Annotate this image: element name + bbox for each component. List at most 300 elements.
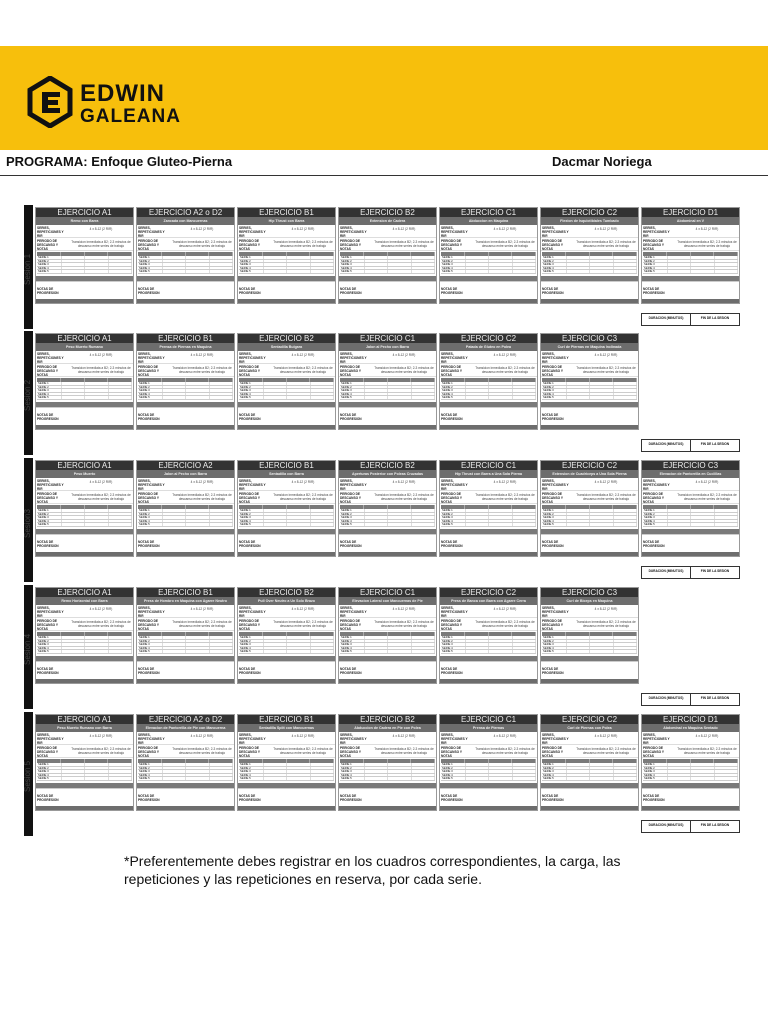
set-cell[interactable] — [590, 260, 614, 263]
set-cell[interactable] — [388, 393, 412, 396]
set-cell[interactable] — [186, 386, 210, 389]
notes-field[interactable] — [574, 282, 638, 299]
set-cell[interactable] — [163, 763, 187, 766]
set-cell[interactable] — [614, 270, 638, 273]
set-cell[interactable] — [163, 393, 187, 396]
set-cell[interactable] — [109, 767, 133, 770]
set-cell[interactable] — [668, 516, 692, 519]
set-cell[interactable] — [466, 523, 490, 526]
set-cell[interactable] — [311, 396, 335, 399]
set-cell[interactable] — [489, 774, 513, 777]
set-cell[interactable] — [668, 770, 692, 773]
set-cell[interactable] — [186, 513, 210, 516]
set-cell[interactable] — [163, 523, 187, 526]
set-cell[interactable] — [412, 382, 436, 385]
set-cell[interactable] — [311, 516, 335, 519]
set-cell[interactable] — [412, 260, 436, 263]
set-cell[interactable] — [311, 770, 335, 773]
set-cell[interactable] — [109, 389, 133, 392]
set-cell[interactable] — [567, 770, 591, 773]
set-cell[interactable] — [109, 516, 133, 519]
set-cell[interactable] — [489, 767, 513, 770]
set-cell[interactable] — [163, 260, 187, 263]
set-cell[interactable] — [210, 777, 234, 780]
set-cell[interactable] — [513, 260, 537, 263]
set-cell[interactable] — [513, 767, 537, 770]
set-cell[interactable] — [264, 396, 288, 399]
set-cell[interactable] — [388, 636, 412, 639]
set-cell[interactable] — [590, 777, 614, 780]
set-cell[interactable] — [388, 267, 412, 270]
set-cell[interactable] — [715, 520, 739, 523]
set-cell[interactable] — [489, 647, 513, 650]
set-cell[interactable] — [365, 263, 389, 266]
set-cell[interactable] — [715, 767, 739, 770]
set-cell[interactable] — [489, 386, 513, 389]
set-cell[interactable] — [567, 647, 591, 650]
set-cell[interactable] — [163, 256, 187, 259]
notes-field[interactable] — [473, 789, 537, 806]
set-cell[interactable] — [287, 513, 311, 516]
set-cell[interactable] — [85, 763, 109, 766]
set-cell[interactable] — [412, 520, 436, 523]
set-cell[interactable] — [466, 256, 490, 259]
set-cell[interactable] — [513, 774, 537, 777]
set-row[interactable] — [340, 777, 435, 781]
set-cell[interactable] — [614, 770, 638, 773]
set-cell[interactable] — [186, 520, 210, 523]
set-cell[interactable] — [210, 650, 234, 653]
set-cell[interactable] — [365, 520, 389, 523]
set-row[interactable] — [542, 270, 637, 274]
set-cell[interactable] — [109, 647, 133, 650]
set-row[interactable] — [643, 523, 738, 527]
set-cell[interactable] — [567, 513, 591, 516]
set-cell[interactable] — [412, 636, 436, 639]
set-cell[interactable] — [412, 263, 436, 266]
set-cell[interactable] — [264, 270, 288, 273]
set-cell[interactable] — [210, 393, 234, 396]
set-cell[interactable] — [163, 516, 187, 519]
set-cell[interactable] — [109, 386, 133, 389]
set-cell[interactable] — [590, 774, 614, 777]
set-cell[interactable] — [715, 774, 739, 777]
set-cell[interactable] — [489, 643, 513, 646]
set-cell[interactable] — [489, 523, 513, 526]
set-cell[interactable] — [489, 763, 513, 766]
set-cell[interactable] — [287, 777, 311, 780]
set-cell[interactable] — [513, 389, 537, 392]
set-cell[interactable] — [466, 763, 490, 766]
set-cell[interactable] — [186, 647, 210, 650]
set-row[interactable] — [239, 396, 334, 400]
set-cell[interactable] — [62, 386, 86, 389]
set-cell[interactable] — [109, 763, 133, 766]
set-cell[interactable] — [715, 256, 739, 259]
set-cell[interactable] — [412, 396, 436, 399]
set-cell[interactable] — [109, 643, 133, 646]
set-cell[interactable] — [388, 513, 412, 516]
set-cell[interactable] — [590, 767, 614, 770]
set-cell[interactable] — [109, 396, 133, 399]
set-cell[interactable] — [85, 263, 109, 266]
set-cell[interactable] — [85, 643, 109, 646]
set-cell[interactable] — [567, 636, 591, 639]
set-cell[interactable] — [668, 256, 692, 259]
set-cell[interactable] — [590, 650, 614, 653]
set-cell[interactable] — [513, 382, 537, 385]
set-cell[interactable] — [287, 763, 311, 766]
set-cell[interactable] — [311, 270, 335, 273]
set-cell[interactable] — [567, 767, 591, 770]
set-cell[interactable] — [668, 509, 692, 512]
set-cell[interactable] — [264, 650, 288, 653]
notes-field[interactable] — [574, 408, 638, 425]
set-row[interactable] — [441, 650, 536, 654]
set-row[interactable] — [37, 777, 132, 781]
set-cell[interactable] — [264, 263, 288, 266]
set-cell[interactable] — [691, 267, 715, 270]
set-cell[interactable] — [388, 516, 412, 519]
set-cell[interactable] — [210, 256, 234, 259]
set-cell[interactable] — [85, 393, 109, 396]
set-cell[interactable] — [412, 774, 436, 777]
set-cell[interactable] — [62, 640, 86, 643]
set-cell[interactable] — [311, 647, 335, 650]
set-cell[interactable] — [287, 647, 311, 650]
set-cell[interactable] — [466, 393, 490, 396]
set-cell[interactable] — [163, 263, 187, 266]
set-cell[interactable] — [466, 263, 490, 266]
set-cell[interactable] — [365, 523, 389, 526]
set-cell[interactable] — [614, 389, 638, 392]
set-cell[interactable] — [287, 650, 311, 653]
set-cell[interactable] — [62, 767, 86, 770]
set-cell[interactable] — [466, 640, 490, 643]
set-cell[interactable] — [614, 260, 638, 263]
set-cell[interactable] — [264, 767, 288, 770]
set-cell[interactable] — [163, 636, 187, 639]
set-cell[interactable] — [186, 767, 210, 770]
set-cell[interactable] — [311, 389, 335, 392]
notes-field[interactable] — [271, 408, 335, 425]
set-cell[interactable] — [691, 774, 715, 777]
set-cell[interactable] — [489, 263, 513, 266]
set-cell[interactable] — [513, 650, 537, 653]
set-cell[interactable] — [210, 263, 234, 266]
set-cell[interactable] — [513, 513, 537, 516]
notes-field[interactable] — [69, 662, 133, 679]
set-cell[interactable] — [163, 640, 187, 643]
set-cell[interactable] — [311, 643, 335, 646]
set-cell[interactable] — [691, 520, 715, 523]
set-cell[interactable] — [163, 650, 187, 653]
set-cell[interactable] — [311, 256, 335, 259]
set-cell[interactable] — [287, 520, 311, 523]
set-cell[interactable] — [388, 386, 412, 389]
set-cell[interactable] — [311, 267, 335, 270]
set-cell[interactable] — [186, 640, 210, 643]
set-cell[interactable] — [668, 267, 692, 270]
set-cell[interactable] — [311, 774, 335, 777]
set-cell[interactable] — [614, 640, 638, 643]
set-cell[interactable] — [85, 774, 109, 777]
set-cell[interactable] — [210, 770, 234, 773]
notes-field[interactable] — [69, 282, 133, 299]
notes-field[interactable] — [69, 408, 133, 425]
set-cell[interactable] — [287, 523, 311, 526]
set-cell[interactable] — [513, 640, 537, 643]
set-row[interactable] — [138, 650, 233, 654]
set-cell[interactable] — [567, 777, 591, 780]
set-cell[interactable] — [210, 774, 234, 777]
set-cell[interactable] — [186, 256, 210, 259]
set-cell[interactable] — [186, 770, 210, 773]
set-cell[interactable] — [715, 509, 739, 512]
set-cell[interactable] — [365, 396, 389, 399]
set-cell[interactable] — [590, 396, 614, 399]
set-cell[interactable] — [388, 647, 412, 650]
set-cell[interactable] — [614, 636, 638, 639]
set-row[interactable] — [239, 523, 334, 527]
set-cell[interactable] — [62, 393, 86, 396]
set-cell[interactable] — [466, 389, 490, 392]
set-cell[interactable] — [62, 650, 86, 653]
set-cell[interactable] — [311, 513, 335, 516]
set-cell[interactable] — [513, 647, 537, 650]
set-cell[interactable] — [466, 520, 490, 523]
set-cell[interactable] — [85, 509, 109, 512]
set-cell[interactable] — [614, 763, 638, 766]
set-cell[interactable] — [85, 382, 109, 385]
set-cell[interactable] — [109, 513, 133, 516]
notes-field[interactable] — [69, 789, 133, 806]
set-cell[interactable] — [388, 650, 412, 653]
set-cell[interactable] — [567, 263, 591, 266]
set-cell[interactable] — [513, 386, 537, 389]
set-cell[interactable] — [489, 777, 513, 780]
set-cell[interactable] — [163, 267, 187, 270]
set-cell[interactable] — [210, 636, 234, 639]
notes-field[interactable] — [170, 282, 234, 299]
set-cell[interactable] — [466, 382, 490, 385]
set-cell[interactable] — [210, 763, 234, 766]
set-cell[interactable] — [513, 393, 537, 396]
set-cell[interactable] — [62, 774, 86, 777]
set-cell[interactable] — [264, 520, 288, 523]
set-cell[interactable] — [210, 509, 234, 512]
set-row[interactable] — [37, 270, 132, 274]
set-cell[interactable] — [264, 770, 288, 773]
set-cell[interactable] — [85, 767, 109, 770]
set-cell[interactable] — [691, 509, 715, 512]
set-cell[interactable] — [567, 389, 591, 392]
set-cell[interactable] — [668, 523, 692, 526]
set-cell[interactable] — [715, 267, 739, 270]
set-cell[interactable] — [109, 520, 133, 523]
set-cell[interactable] — [388, 260, 412, 263]
set-cell[interactable] — [691, 260, 715, 263]
set-cell[interactable] — [365, 270, 389, 273]
set-cell[interactable] — [567, 509, 591, 512]
notes-field[interactable] — [69, 535, 133, 552]
set-cell[interactable] — [210, 267, 234, 270]
set-cell[interactable] — [590, 770, 614, 773]
set-row[interactable] — [138, 270, 233, 274]
set-cell[interactable] — [62, 389, 86, 392]
set-cell[interactable] — [186, 523, 210, 526]
set-cell[interactable] — [264, 382, 288, 385]
set-cell[interactable] — [62, 516, 86, 519]
set-cell[interactable] — [210, 386, 234, 389]
set-row[interactable] — [643, 777, 738, 781]
set-cell[interactable] — [365, 509, 389, 512]
set-cell[interactable] — [715, 777, 739, 780]
set-cell[interactable] — [590, 386, 614, 389]
set-cell[interactable] — [109, 770, 133, 773]
set-cell[interactable] — [365, 516, 389, 519]
set-cell[interactable] — [388, 777, 412, 780]
set-row[interactable] — [239, 270, 334, 274]
set-cell[interactable] — [388, 523, 412, 526]
set-cell[interactable] — [264, 513, 288, 516]
set-cell[interactable] — [264, 509, 288, 512]
set-cell[interactable] — [567, 516, 591, 519]
set-cell[interactable] — [614, 650, 638, 653]
notes-field[interactable] — [271, 535, 335, 552]
set-cell[interactable] — [614, 382, 638, 385]
set-cell[interactable] — [466, 647, 490, 650]
set-row[interactable] — [441, 396, 536, 400]
set-cell[interactable] — [62, 636, 86, 639]
set-cell[interactable] — [163, 386, 187, 389]
set-cell[interactable] — [614, 774, 638, 777]
set-cell[interactable] — [264, 260, 288, 263]
set-cell[interactable] — [388, 767, 412, 770]
set-cell[interactable] — [287, 774, 311, 777]
set-cell[interactable] — [691, 770, 715, 773]
set-cell[interactable] — [210, 643, 234, 646]
set-cell[interactable] — [614, 256, 638, 259]
set-cell[interactable] — [668, 774, 692, 777]
set-cell[interactable] — [567, 650, 591, 653]
set-cell[interactable] — [163, 389, 187, 392]
set-cell[interactable] — [109, 260, 133, 263]
set-cell[interactable] — [590, 256, 614, 259]
set-cell[interactable] — [163, 513, 187, 516]
set-cell[interactable] — [287, 516, 311, 519]
set-cell[interactable] — [489, 513, 513, 516]
set-cell[interactable] — [210, 396, 234, 399]
notes-field[interactable] — [473, 662, 537, 679]
set-cell[interactable] — [466, 636, 490, 639]
set-cell[interactable] — [412, 647, 436, 650]
set-cell[interactable] — [365, 777, 389, 780]
set-cell[interactable] — [489, 393, 513, 396]
set-row[interactable] — [542, 650, 637, 654]
set-cell[interactable] — [287, 643, 311, 646]
set-cell[interactable] — [85, 647, 109, 650]
set-cell[interactable] — [287, 382, 311, 385]
set-cell[interactable] — [412, 386, 436, 389]
set-cell[interactable] — [466, 270, 490, 273]
set-cell[interactable] — [567, 774, 591, 777]
set-cell[interactable] — [466, 770, 490, 773]
set-cell[interactable] — [412, 509, 436, 512]
set-cell[interactable] — [668, 260, 692, 263]
notes-field[interactable] — [675, 535, 739, 552]
set-cell[interactable] — [590, 763, 614, 766]
set-cell[interactable] — [489, 509, 513, 512]
notes-field[interactable] — [473, 282, 537, 299]
set-row[interactable] — [138, 396, 233, 400]
set-cell[interactable] — [365, 643, 389, 646]
set-cell[interactable] — [489, 260, 513, 263]
set-cell[interactable] — [668, 263, 692, 266]
set-cell[interactable] — [614, 523, 638, 526]
set-cell[interactable] — [614, 643, 638, 646]
set-cell[interactable] — [365, 767, 389, 770]
set-cell[interactable] — [513, 636, 537, 639]
set-cell[interactable] — [186, 777, 210, 780]
set-cell[interactable] — [513, 256, 537, 259]
set-cell[interactable] — [489, 256, 513, 259]
set-cell[interactable] — [567, 396, 591, 399]
notes-field[interactable] — [473, 535, 537, 552]
set-cell[interactable] — [365, 647, 389, 650]
set-row[interactable] — [340, 396, 435, 400]
set-cell[interactable] — [264, 777, 288, 780]
set-cell[interactable] — [513, 520, 537, 523]
set-cell[interactable] — [210, 260, 234, 263]
set-cell[interactable] — [311, 523, 335, 526]
set-cell[interactable] — [186, 270, 210, 273]
set-cell[interactable] — [489, 650, 513, 653]
set-cell[interactable] — [62, 770, 86, 773]
set-cell[interactable] — [163, 520, 187, 523]
set-cell[interactable] — [365, 393, 389, 396]
set-cell[interactable] — [186, 643, 210, 646]
notes-field[interactable] — [372, 789, 436, 806]
notes-field[interactable] — [271, 662, 335, 679]
set-cell[interactable] — [311, 263, 335, 266]
set-cell[interactable] — [210, 767, 234, 770]
set-cell[interactable] — [109, 509, 133, 512]
set-cell[interactable] — [311, 636, 335, 639]
set-cell[interactable] — [264, 516, 288, 519]
notes-field[interactable] — [473, 408, 537, 425]
set-cell[interactable] — [264, 643, 288, 646]
set-cell[interactable] — [311, 763, 335, 766]
set-cell[interactable] — [287, 270, 311, 273]
notes-field[interactable] — [574, 789, 638, 806]
set-cell[interactable] — [412, 763, 436, 766]
set-cell[interactable] — [466, 396, 490, 399]
set-cell[interactable] — [264, 393, 288, 396]
set-cell[interactable] — [668, 520, 692, 523]
set-cell[interactable] — [513, 763, 537, 766]
set-cell[interactable] — [85, 389, 109, 392]
set-cell[interactable] — [109, 650, 133, 653]
set-cell[interactable] — [62, 263, 86, 266]
set-cell[interactable] — [388, 256, 412, 259]
set-cell[interactable] — [62, 647, 86, 650]
set-cell[interactable] — [412, 640, 436, 643]
set-cell[interactable] — [311, 777, 335, 780]
set-cell[interactable] — [287, 636, 311, 639]
set-cell[interactable] — [489, 520, 513, 523]
set-cell[interactable] — [715, 270, 739, 273]
